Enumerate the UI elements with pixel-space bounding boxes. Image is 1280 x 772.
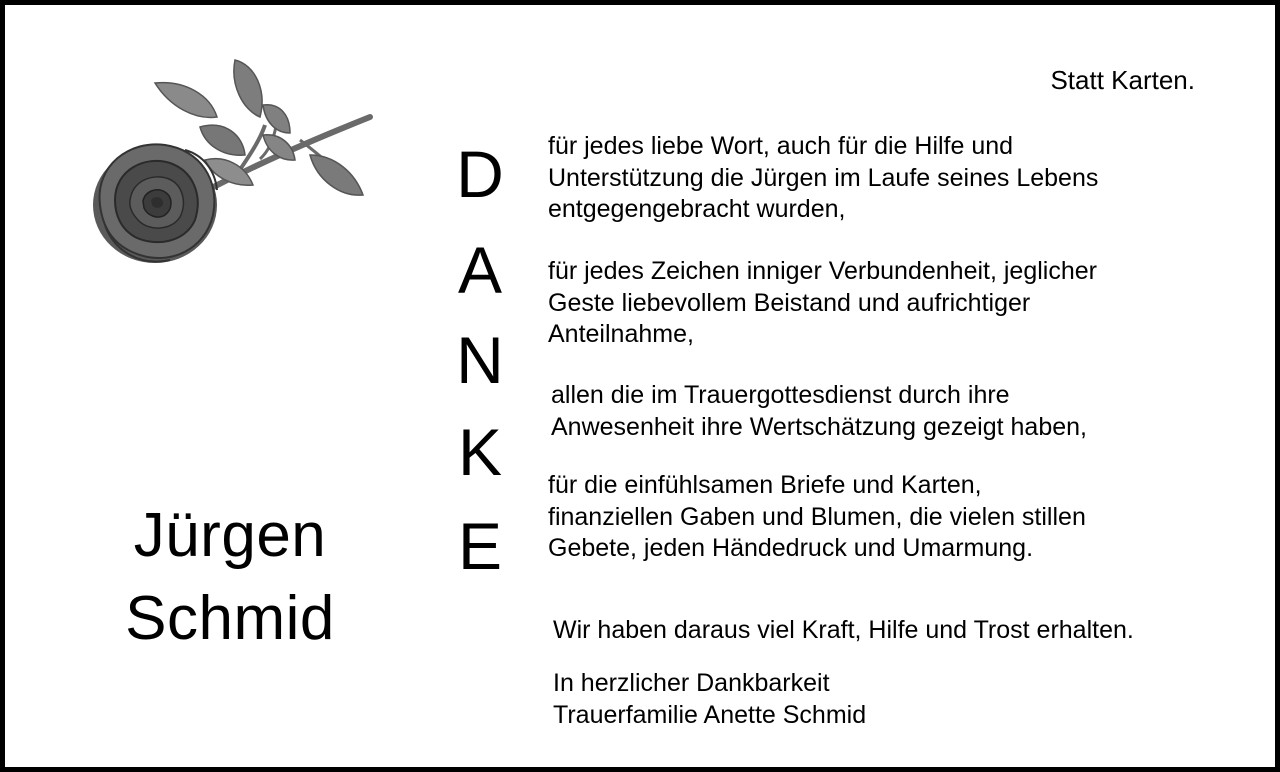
text-line: für jedes Zeichen inniger Verbundenheit, jeglicher bbox=[548, 257, 1097, 285]
text-line: finanziellen Gaben und Blumen, die vielen stillen bbox=[548, 502, 1086, 531]
signature-block bbox=[553, 668, 866, 731]
family-signature: Trauerfamilie Anette Schmid bbox=[553, 700, 867, 729]
text-line: für die einfühlsamen Briefe und Karten, bbox=[548, 471, 982, 499]
danke-letter-d: D bbox=[456, 137, 504, 211]
danke-letter-k: K bbox=[457, 415, 503, 489]
text-line: Gebete, jeden Händedruck und Umarmung. bbox=[548, 534, 1034, 562]
statt-karten-label: Statt Karten. bbox=[1050, 65, 1195, 95]
text-line: Unterstützung die Jürgen im Laufe seines Lebens bbox=[548, 163, 1099, 192]
paragraph-service bbox=[551, 380, 1087, 443]
paragraph-words bbox=[548, 131, 1098, 226]
text-line: entgegengebracht wurden, bbox=[548, 195, 846, 223]
rose-icon bbox=[85, 55, 375, 270]
text-line: für jedes liebe Wort, auch für die Hilfe und bbox=[548, 132, 1014, 160]
danke-letter-n: N bbox=[456, 323, 504, 397]
closing-line: In herzlicher Dankbarkeit bbox=[553, 669, 830, 697]
deceased-last-name: Schmid bbox=[125, 584, 335, 653]
text-line: allen die im Trauergottesdienst durch ihre bbox=[551, 381, 1010, 409]
danke-letter-e: E bbox=[457, 509, 503, 583]
danke-letter-a: A bbox=[457, 233, 503, 307]
text-line: Wir haben daraus viel Kraft, Hilfe und Trost erhalten. bbox=[553, 616, 1134, 644]
text-line: Geste liebevollem Beistand und aufrichtiger bbox=[548, 288, 1031, 317]
paragraph-sympathy bbox=[548, 256, 1097, 351]
deceased-first-name: Jürgen bbox=[133, 501, 327, 570]
text-line: Anteilnahme, bbox=[548, 320, 694, 348]
paragraph-letters bbox=[548, 470, 1086, 565]
paragraph-strength bbox=[553, 615, 1134, 647]
text-line: Anwesenheit ihre Wertschätzung gezeigt haben, bbox=[551, 412, 1087, 441]
